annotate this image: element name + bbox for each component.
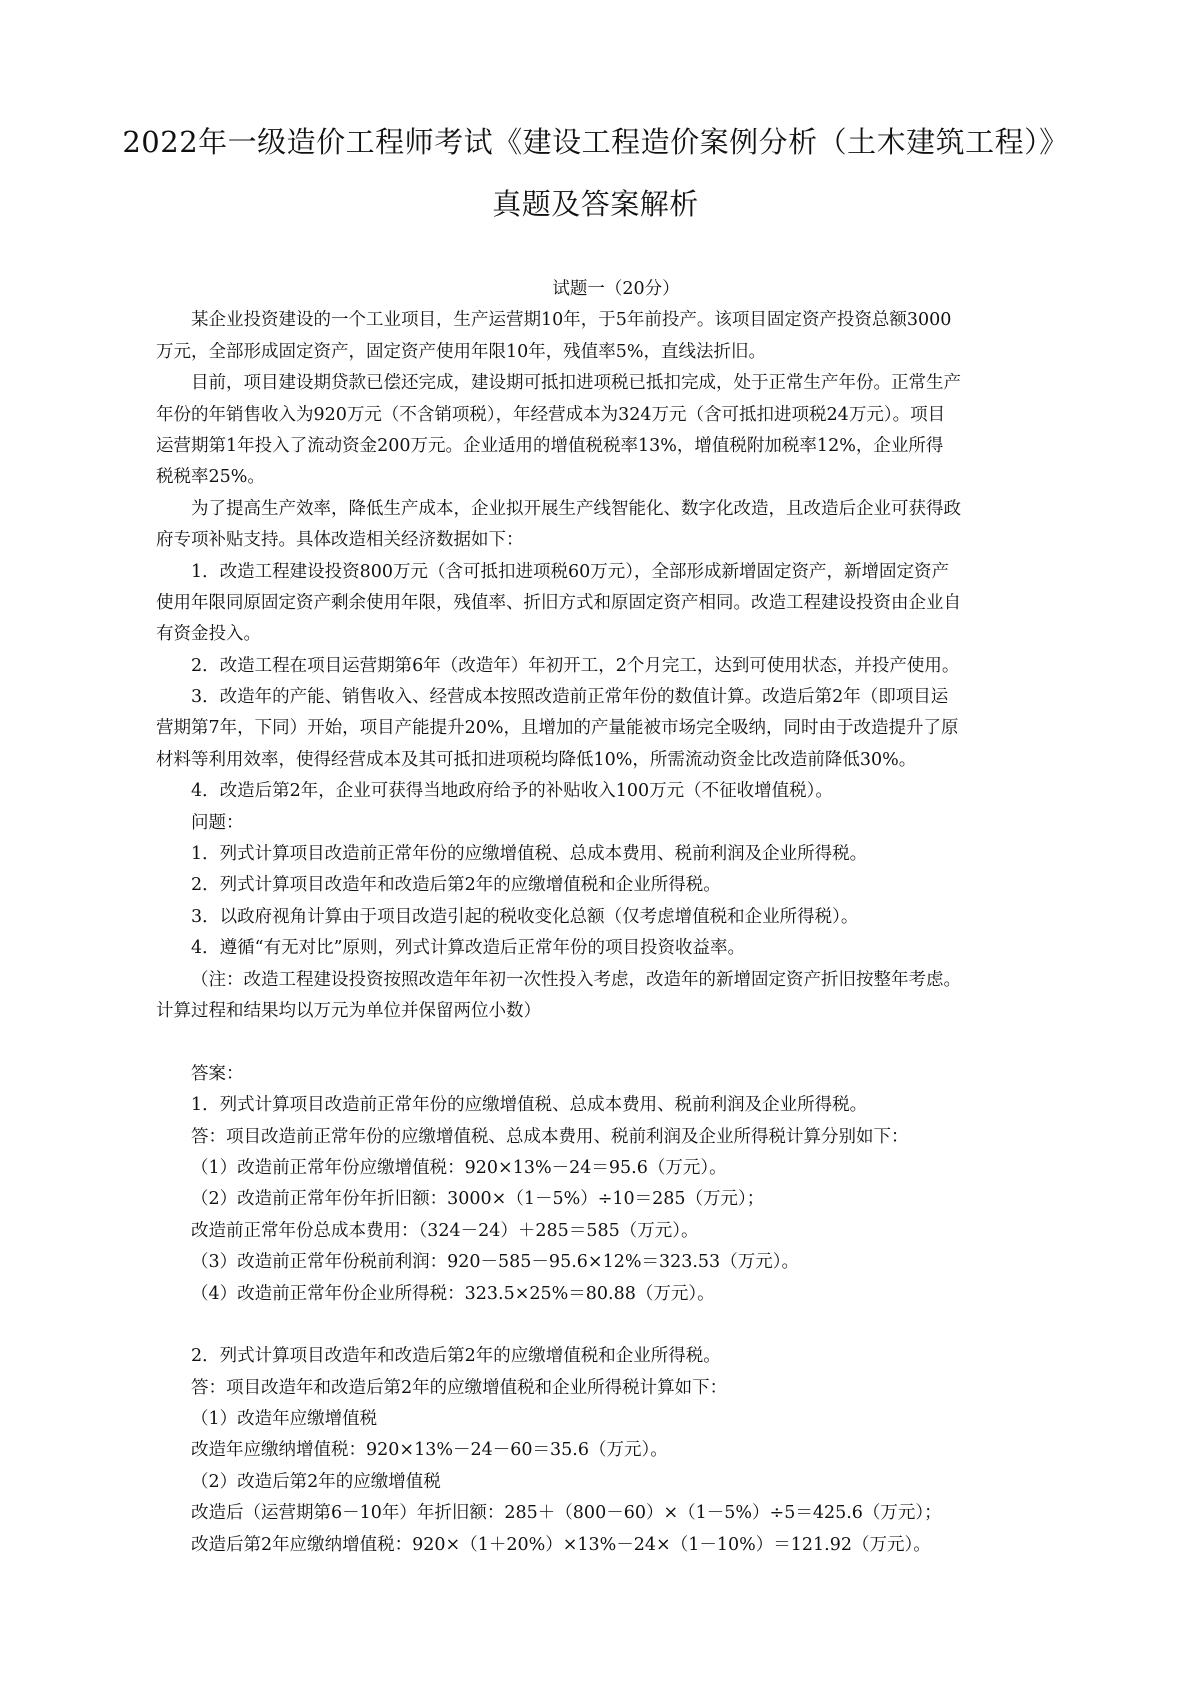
note-line: （注：改造工程建设投资按照改造年年初一次性投入考虑，改造年的新增固定资产折旧按整年考虑。 xyxy=(191,969,961,990)
answer-line: 改造前正常年份总成本费用：（324－24）＋285＝585（万元）。 xyxy=(191,1220,699,1241)
answer-line: （2）改造后第2年的应缴增值税 xyxy=(191,1471,441,1492)
question-item: 1．列式计算项目改造前正常年份的应缴增值税、总成本费用、税前利润及企业所得税。 xyxy=(191,844,868,865)
spacer xyxy=(156,1310,1076,1341)
paragraph-line: 年份的年销售收入为920万元（不含销项税），年经营成本为324万元（含可抵扣进项税24万元）。项目 xyxy=(156,404,946,425)
answer-line: 改造后（运营期第6－10年）年折旧额：285＋（800－60）×（1－5%）÷5＝425.6（万元）； xyxy=(191,1503,942,1524)
paragraph-line: 4．改造后第2年，企业可获得当地政府给予的补贴收入100万元（不征收增值税）。 xyxy=(191,781,833,802)
paragraph-line: 3．改造年的产能、销售收入、经营成本按照改造前正常年份的数值计算。改造后第2年（即项目运 xyxy=(191,687,949,708)
answer-label: 答案： xyxy=(191,1063,244,1084)
answer-line: 改造后第2年应缴纳增值税：920×（1＋20%）×13%－24×（1－10%）＝121.92（万元）。 xyxy=(191,1534,931,1555)
document-body xyxy=(156,274,1076,1561)
paragraph-line: 1．改造工程建设投资800万元（含可抵扣进项税60万元），全部形成新增固定资产，新增固定资产 xyxy=(191,561,950,582)
answer-line: （2）改造前正常年份年折旧额：3000×（1－5%）÷10＝285（万元）； xyxy=(191,1189,765,1210)
answer-line: 答：项目改造年和改造后第2年的应缴增值税和企业所得税计算如下： xyxy=(191,1377,728,1398)
answer-line: 答：项目改造前正常年份的应缴增值税、总成本费用、税前利润及企业所得税计算分别如下： xyxy=(191,1126,909,1147)
paragraph-line: 使用年限同原固定资产剩余使用年限，残值率、折旧方式和原固定资产相同。改造工程建设投资由企业自 xyxy=(156,592,961,613)
answer-line: 1．列式计算项目改造前正常年份的应缴增值税、总成本费用、税前利润及企业所得税。 xyxy=(191,1095,868,1116)
answer-line: （1）改造年应缴增值税 xyxy=(191,1409,378,1430)
paragraph-line: 税税率25%。 xyxy=(156,467,265,488)
answer-line: 改造年应缴纳增值税：920×13%－24－60＝35.6（万元）。 xyxy=(191,1440,668,1461)
paragraph-line: 万元，全部形成固定资产，固定资产使用年限10年，残值率5%，直线法折旧。 xyxy=(156,341,767,362)
questions-label: 问题： xyxy=(191,812,244,833)
paragraph-line: 府专项补贴支持。具体改造相关经济数据如下： xyxy=(156,530,524,551)
question-item: 3．以政府视角计算由于项目改造引起的税收变化总额（仅考虑增值税和企业所得税）。 xyxy=(191,906,859,927)
spacer xyxy=(156,1027,1076,1058)
document-title-line-1: 2022年一级造价工程师考试《建设工程造价案例分析（土木建筑工程）》 xyxy=(122,125,1069,159)
paragraph-line: 运营期第1年投入了流动资金200万元。企业适用的增值税税率13%，增值税附加税率12%，企业所得 xyxy=(156,435,944,456)
paragraph-line: 营期第7年，下同）开始，项目产能提升20%，且增加的产量能被市场完全吸纳，同时由于改造提升了原 xyxy=(156,718,959,739)
answer-line: （3）改造前正常年份税前利润：920－585－95.6×12%＝323.53（万元）。 xyxy=(191,1252,799,1273)
question-item: 4．遵循“有无对比”原则，列式计算改造后正常年份的项目投资收益率。 xyxy=(191,938,746,959)
answer-line: 2．列式计算项目改造年和改造后第2年的应缴增值税和企业所得税。 xyxy=(191,1346,721,1367)
paragraph-line: 2．改造工程在项目运营期第6年（改造年）年初开工，2个月完工，达到可使用状态，并投产使用。 xyxy=(191,655,960,676)
paragraph-line: 目前，项目建设期贷款已偿还完成，建设期可抵扣进项税已抵扣完成，处于正常生产年份。正常生产 xyxy=(191,373,961,394)
document-title-line-2: 真题及答案解析 xyxy=(492,187,699,221)
paragraph-line: 为了提高生产效率，降低生产成本，企业拟开展生产线智能化、数字化改造，且改造后企业可获得政 xyxy=(191,498,961,519)
note-line: 计算过程和结果均以万元为单位并保留两位小数） xyxy=(156,1000,541,1021)
answer-line: （1）改造前正常年份应缴增值税：920×13%－24＝95.6（万元）。 xyxy=(191,1157,727,1178)
answer-line: （4）改造前正常年份企业所得税：323.5×25%＝80.88（万元）。 xyxy=(191,1283,715,1304)
paragraph-line: 某企业投资建设的一个工业项目，生产运营期10年，于5年前投产。该项目固定资产投资总额3000 xyxy=(191,310,952,331)
paragraph-line: 有资金投入。 xyxy=(156,624,261,645)
question-item: 2．列式计算项目改造年和改造后第2年的应缴增值税和企业所得税。 xyxy=(191,875,721,896)
paragraph-line: 材料等利用效率，使得经营成本及其可抵扣进项税均降低10%，所需流动资金比改造前降低30%。 xyxy=(156,749,917,770)
question-heading: 试题一（20分） xyxy=(552,279,680,299)
